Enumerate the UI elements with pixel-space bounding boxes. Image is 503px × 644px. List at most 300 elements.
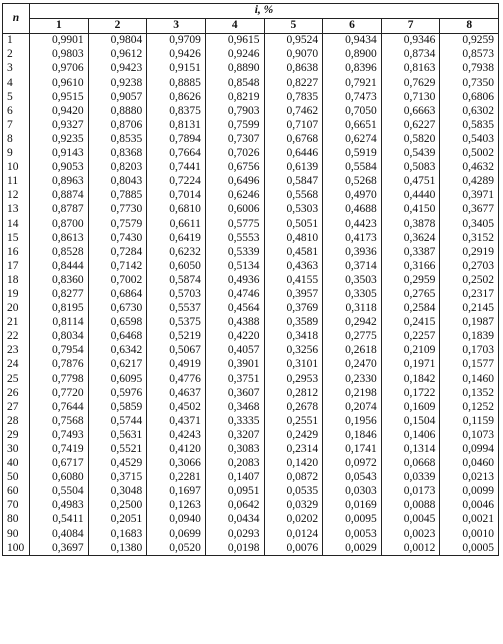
factor-cell: 0,7307 [205,133,264,147]
factor-cell: 0,3066 [147,457,206,471]
factor-cell: 0,4810 [264,231,323,245]
factor-cell: 0,9053 [30,161,89,175]
factor-cell: 0,0088 [381,499,440,513]
factor-cell: 0,5553 [205,231,264,245]
factor-cell: 0,5134 [205,260,264,274]
factor-cell: 0,1956 [323,415,382,429]
factor-cell: 0,3715 [88,471,147,485]
factor-cell: 0,0303 [323,485,382,499]
factor-cell: 0,9151 [147,62,206,76]
factor-cell: 0,6651 [323,119,382,133]
period-cell: 28 [3,415,30,429]
table-row [3,344,499,358]
factor-cell: 0,0940 [147,513,206,527]
period-cell: 3 [3,62,30,76]
factor-cell: 0,7730 [88,203,147,217]
factor-cell: 0,6864 [88,288,147,302]
factor-cell: 0,5874 [147,274,206,288]
table-row [3,260,499,274]
table-row [3,119,499,133]
rate-column-header: 5 [264,19,323,34]
factor-cell: 0,9804 [88,34,147,49]
period-cell: 7 [3,119,30,133]
factor-cell: 0,1846 [323,429,382,443]
factor-cell: 0,7050 [323,104,382,118]
period-cell: 27 [3,400,30,414]
factor-cell: 0,7130 [381,90,440,104]
factor-cell: 0,1741 [323,443,382,457]
factor-cell: 0,4423 [323,217,382,231]
factor-cell: 0,4289 [440,175,499,189]
factor-cell: 0,5820 [381,133,440,147]
factor-cell: 0,0951 [205,485,264,499]
factor-cell: 0,2470 [323,358,382,372]
factor-cell: 0,1073 [440,429,499,443]
period-cell: 22 [3,330,30,344]
rate-column-header: 2 [88,19,147,34]
factor-cell: 0,0642 [205,499,264,513]
factor-cell: 0,3677 [440,203,499,217]
factor-cell: 0,8900 [323,48,382,62]
factor-cell: 0,6227 [381,119,440,133]
period-cell: 4 [3,76,30,90]
factor-cell: 0,0045 [381,513,440,527]
period-cell: 9 [3,147,30,161]
factor-cell: 0,4220 [205,330,264,344]
factor-cell: 0,7142 [88,260,147,274]
factor-cell: 0,0095 [323,513,382,527]
factor-cell: 0,7107 [264,119,323,133]
factor-cell: 0,3936 [323,245,382,259]
factor-cell: 0,0012 [381,541,440,556]
table-row [3,231,499,245]
factor-cell: 0,8219 [205,90,264,104]
factor-cell: 0,2775 [323,330,382,344]
factor-cell: 0,6095 [88,372,147,386]
factor-cell: 0,6806 [440,90,499,104]
factor-cell: 0,5504 [30,485,89,499]
factor-cell: 0,3607 [205,386,264,400]
table-row [3,400,499,414]
factor-cell: 0,1159 [440,415,499,429]
factor-cell: 0,7224 [147,175,206,189]
factor-cell: 0,9057 [88,90,147,104]
factor-cell: 0,8043 [88,175,147,189]
factor-cell: 0,2959 [381,274,440,288]
factor-cell: 0,6717 [30,457,89,471]
factor-cell: 0,5083 [381,161,440,175]
period-cell: 26 [3,386,30,400]
factor-cell: 0,0329 [264,499,323,513]
factor-cell: 0,2812 [264,386,323,400]
period-cell: 14 [3,217,30,231]
header-row-rates [3,19,499,34]
factor-cell: 0,8375 [147,104,206,118]
factor-cell: 0,2618 [323,344,382,358]
period-cell: 20 [3,302,30,316]
rate-group-label: i, % [254,4,274,17]
factor-cell: 0,4746 [205,288,264,302]
factor-cell: 0,5919 [323,147,382,161]
factor-cell: 0,6730 [88,302,147,316]
factor-cell: 0,7493 [30,429,89,443]
factor-cell: 0,8638 [264,62,323,76]
period-cell: 100 [3,541,30,556]
factor-cell: 0,8444 [30,260,89,274]
factor-cell: 0,4564 [205,302,264,316]
factor-cell: 0,3118 [323,302,382,316]
table-row [3,386,499,400]
factor-cell: 0,5568 [264,189,323,203]
factor-cell: 0,9143 [30,147,89,161]
table-row [3,189,499,203]
table-row [3,527,499,541]
factor-cell: 0,3503 [323,274,382,288]
factor-cell: 0,2703 [440,260,499,274]
factor-cell: 0,3405 [440,217,499,231]
factor-cell: 0,9612 [88,48,147,62]
factor-cell: 0,7014 [147,189,206,203]
factor-cell: 0,7419 [30,443,89,457]
factor-cell: 0,1839 [440,330,499,344]
factor-cell: 0,3468 [205,400,264,414]
factor-cell: 0,7644 [30,400,89,414]
factor-cell: 0,5775 [205,217,264,231]
factor-cell: 0,1352 [440,386,499,400]
period-column-header: n [3,4,30,34]
factor-cell: 0,0029 [323,541,382,556]
period-cell: 60 [3,485,30,499]
factor-cell: 0,0668 [381,457,440,471]
factor-cell: 0,0198 [205,541,264,556]
factor-cell: 0,4581 [264,245,323,259]
header-row-group [3,4,499,19]
factor-cell: 0,6217 [88,358,147,372]
factor-cell: 0,6246 [205,189,264,203]
factor-cell: 0,9610 [30,76,89,90]
factor-cell: 0,4637 [147,386,206,400]
factor-cell: 0,2678 [264,400,323,414]
factor-cell: 0,0972 [323,457,382,471]
period-cell: 15 [3,231,30,245]
factor-cell: 0,8163 [381,62,440,76]
period-cell: 29 [3,429,30,443]
factor-cell: 0,3048 [88,485,147,499]
factor-cell: 0,7798 [30,372,89,386]
table-row [3,302,499,316]
factor-cell: 0,6598 [88,316,147,330]
table-row [3,358,499,372]
table-row [3,245,499,259]
period-cell: 24 [3,358,30,372]
factor-cell: 0,1722 [381,386,440,400]
factor-cell: 0,3305 [323,288,382,302]
table-row [3,161,499,175]
factor-cell: 0,0173 [381,485,440,499]
factor-cell: 0,4155 [264,274,323,288]
table-row [3,471,499,485]
factor-cell: 0,2502 [440,274,499,288]
factor-cell: 0,2314 [264,443,323,457]
factor-cell: 0,7441 [147,161,206,175]
factor-cell: 0,4632 [440,161,499,175]
factor-cell: 0,4688 [323,203,382,217]
factor-cell: 0,7903 [205,104,264,118]
factor-cell: 0,5631 [88,429,147,443]
period-cell: 30 [3,443,30,457]
table-row [3,90,499,104]
factor-cell: 0,7938 [440,62,499,76]
factor-cell: 0,9709 [147,34,206,49]
factor-cell: 0,9420 [30,104,89,118]
factor-cell: 0,1504 [381,415,440,429]
factor-cell: 0,1683 [88,527,147,541]
factor-cell: 0,0460 [440,457,499,471]
factor-cell: 0,6468 [88,330,147,344]
factor-cell: 0,6232 [147,245,206,259]
factor-cell: 0,3971 [440,189,499,203]
rate-group-header [30,4,499,19]
period-cell: 17 [3,260,30,274]
factor-cell: 0,5411 [30,513,89,527]
factor-cell: 0,9070 [264,48,323,62]
factor-cell: 0,6446 [264,147,323,161]
table-row [3,288,499,302]
period-cell: 21 [3,316,30,330]
factor-cell: 0,6006 [205,203,264,217]
factor-cell: 0,2145 [440,302,499,316]
factor-cell: 0,9615 [205,34,264,49]
factor-cell: 0,8535 [88,133,147,147]
factor-cell: 0,8890 [205,62,264,76]
factor-cell: 0,3957 [264,288,323,302]
factor-cell: 0,7568 [30,415,89,429]
factor-cell: 0,6768 [264,133,323,147]
factor-cell: 0,1263 [147,499,206,513]
rate-column-header: 4 [205,19,264,34]
table-row [3,541,499,556]
factor-cell: 0,5439 [381,147,440,161]
table-row [3,372,499,386]
factor-cell: 0,6302 [440,104,499,118]
factor-cell: 0,3714 [323,260,382,274]
factor-cell: 0,0023 [381,527,440,541]
factor-cell: 0,7430 [88,231,147,245]
rate-column-header: 1 [30,19,89,34]
factor-cell: 0,5051 [264,217,323,231]
table-row [3,485,499,499]
factor-cell: 0,0535 [264,485,323,499]
factor-cell: 0,6050 [147,260,206,274]
factor-cell: 0,6342 [88,344,147,358]
factor-cell: 0,3256 [264,344,323,358]
factor-cell: 0,4919 [147,358,206,372]
period-cell: 16 [3,245,30,259]
factor-cell: 0,8885 [147,76,206,90]
factor-cell: 0,6080 [30,471,89,485]
period-cell: 18 [3,274,30,288]
factor-cell: 0,7002 [88,274,147,288]
period-cell: 40 [3,457,30,471]
table-row [3,316,499,330]
factor-cell: 0,7026 [205,147,264,161]
factor-cell: 0,8227 [264,76,323,90]
period-cell: 70 [3,499,30,513]
factor-cell: 0,1703 [440,344,499,358]
factor-cell: 0,0046 [440,499,499,513]
factor-cell: 0,5537 [147,302,206,316]
factor-cell: 0,9524 [264,34,323,49]
factor-cell: 0,9901 [30,34,89,49]
factor-cell: 0,9515 [30,90,89,104]
factor-cell: 0,8203 [88,161,147,175]
period-cell: 2 [3,48,30,62]
factor-cell: 0,8360 [30,274,89,288]
factor-cell: 0,6496 [205,175,264,189]
factor-cell: 0,7284 [88,245,147,259]
factor-cell: 0,8034 [30,330,89,344]
factor-cell: 0,3387 [381,245,440,259]
factor-cell: 0,4936 [205,274,264,288]
factor-cell: 0,1577 [440,358,499,372]
table-row [3,499,499,513]
factor-cell: 0,2051 [88,513,147,527]
factor-cell: 0,4173 [323,231,382,245]
factor-cell: 0,2942 [323,316,382,330]
factor-cell: 0,9238 [88,76,147,90]
factor-cell: 0,4776 [147,372,206,386]
table-row [3,133,499,147]
factor-cell: 0,7720 [30,386,89,400]
factor-cell: 0,1842 [381,372,440,386]
factor-cell: 0,4150 [381,203,440,217]
factor-cell: 0,4084 [30,527,89,541]
table-row [3,330,499,344]
factor-cell: 0,5219 [147,330,206,344]
factor-cell: 0,0124 [264,527,323,541]
factor-cell: 0,5703 [147,288,206,302]
factor-cell: 0,3166 [381,260,440,274]
factor-cell: 0,8195 [30,302,89,316]
factor-cell: 0,0293 [205,527,264,541]
factor-cell: 0,2500 [88,499,147,513]
period-cell: 11 [3,175,30,189]
factor-cell: 0,2109 [381,344,440,358]
factor-cell: 0,3418 [264,330,323,344]
factor-cell: 0,9246 [205,48,264,62]
period-cell: 5 [3,90,30,104]
factor-cell: 0,2429 [264,429,323,443]
factor-cell: 0,7835 [264,90,323,104]
factor-cell: 0,7894 [147,133,206,147]
factor-cell: 0,0169 [323,499,382,513]
factor-cell: 0,8734 [381,48,440,62]
factor-cell: 0,4751 [381,175,440,189]
factor-cell: 0,0213 [440,471,499,485]
factor-cell: 0,2584 [381,302,440,316]
factor-cell: 0,7664 [147,147,206,161]
factor-cell: 0,6611 [147,217,206,231]
factor-cell: 0,7954 [30,344,89,358]
factor-cell: 0,4970 [323,189,382,203]
factor-cell: 0,7599 [205,119,264,133]
factor-cell: 0,2953 [264,372,323,386]
factor-cell: 0,7473 [323,90,382,104]
period-cell: 90 [3,527,30,541]
factor-cell: 0,4502 [147,400,206,414]
factor-cell: 0,5521 [88,443,147,457]
factor-cell: 0,1252 [440,400,499,414]
factor-cell: 0,1314 [381,443,440,457]
factor-cell: 0,1407 [205,471,264,485]
factor-cell: 0,3083 [205,443,264,457]
factor-cell: 0,4371 [147,415,206,429]
factor-cell: 0,2330 [323,372,382,386]
table-row [3,104,499,118]
factor-cell: 0,4388 [205,316,264,330]
table-row [3,175,499,189]
factor-cell: 0,0005 [440,541,499,556]
period-cell: 6 [3,104,30,118]
factor-cell: 0,0099 [440,485,499,499]
factor-cell: 0,0699 [147,527,206,541]
factor-cell: 0,2551 [264,415,323,429]
factor-cell: 0,0339 [381,471,440,485]
factor-cell: 0,0520 [147,541,206,556]
factor-cell: 0,0434 [205,513,264,527]
factor-cell: 0,2083 [205,457,264,471]
factor-cell: 0,6419 [147,231,206,245]
factor-cell: 0,4529 [88,457,147,471]
factor-cell: 0,4983 [30,499,89,513]
factor-cell: 0,1406 [381,429,440,443]
table-row [3,429,499,443]
factor-cell: 0,7350 [440,76,499,90]
factor-cell: 0,9434 [323,34,382,49]
period-cell: 50 [3,471,30,485]
factor-cell: 0,8396 [323,62,382,76]
factor-cell: 0,5976 [88,386,147,400]
factor-cell: 0,0010 [440,527,499,541]
factor-cell: 0,8963 [30,175,89,189]
table-row [3,76,499,90]
factor-cell: 0,5859 [88,400,147,414]
factor-cell: 0,2198 [323,386,382,400]
factor-cell: 0,8368 [88,147,147,161]
factor-cell: 0,1697 [147,485,206,499]
factor-cell: 0,8277 [30,288,89,302]
factor-cell: 0,1971 [381,358,440,372]
table-row [3,34,499,49]
factor-cell: 0,9706 [30,62,89,76]
table-body [3,34,499,556]
factor-cell: 0,2919 [440,245,499,259]
factor-cell: 0,3624 [381,231,440,245]
table-row [3,203,499,217]
factor-cell: 0,9327 [30,119,89,133]
factor-cell: 0,5403 [440,133,499,147]
factor-cell: 0,0021 [440,513,499,527]
factor-cell: 0,1420 [264,457,323,471]
factor-cell: 0,2765 [381,288,440,302]
rate-column-header: 6 [323,19,382,34]
rate-column-header: 3 [147,19,206,34]
factor-cell: 0,0076 [264,541,323,556]
factor-cell: 0,2317 [440,288,499,302]
period-cell: 10 [3,161,30,175]
factor-cell: 0,9346 [381,34,440,49]
factor-cell: 0,1460 [440,372,499,386]
